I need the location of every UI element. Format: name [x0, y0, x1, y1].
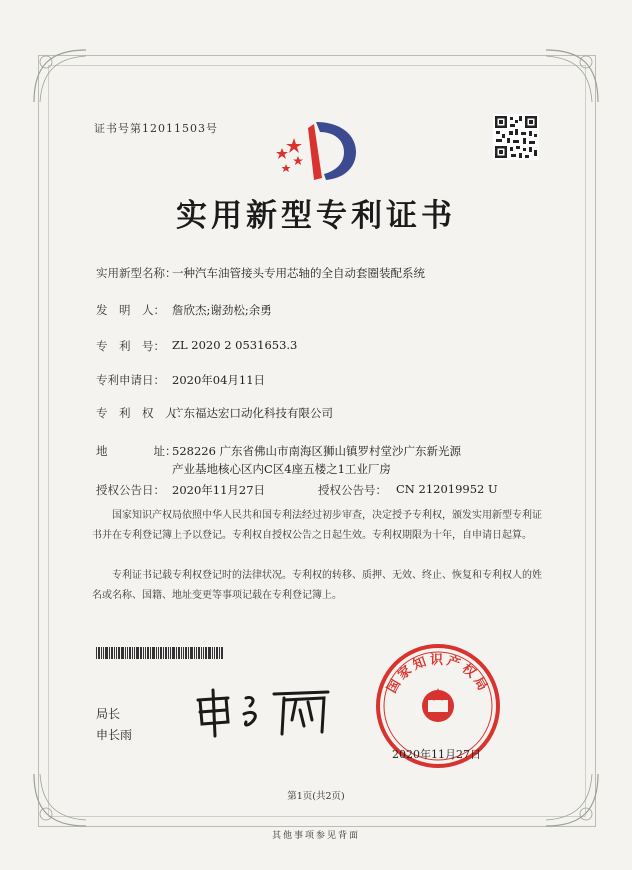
barcode-bar: [140, 647, 142, 659]
barcode-bar: [98, 647, 100, 659]
barcode-bar: [212, 647, 213, 659]
barcode-bar: [145, 647, 146, 659]
barcode-bar: [216, 647, 218, 659]
barcode-bar: [143, 647, 144, 659]
grant-number-label: 授权公告号：: [318, 483, 387, 497]
patentee-value: 广东福达宏口动化科技有限公司: [172, 406, 333, 420]
barcode-bar: [201, 647, 202, 659]
notice-paragraph-1: 国家知识产权局依照中华人民共和国专利法经过初步审查，决定授予专利权，颁发实用新型专利证书并在专利登记簿上予以登记。专利权自授权公告之日起生效。专利权期限为十年，自申请日起算。: [92, 510, 542, 541]
seal-date: 2020年11月27日: [392, 748, 481, 761]
signature-name: 申长雨: [96, 728, 133, 742]
address-value-line2: 产业基地核心区内C区4座五楼之1工业厂房: [172, 462, 391, 476]
barcode-bar: [188, 647, 189, 659]
seal-text: 国家知识产权局: [384, 653, 492, 696]
certificate-number: 证书号第12011503号: [94, 122, 218, 135]
barcode-bar: [163, 647, 164, 659]
inventors-label: 发 明 人：: [96, 303, 165, 317]
patent-number-value: ZL 2020 2 0531653.3: [172, 338, 298, 352]
barcode-bar: [96, 647, 97, 659]
utility-model-name-value: 一种汽车油管接头专用芯轴的全自动套圈装配系统: [172, 266, 425, 280]
barcode-bar: [178, 647, 180, 659]
barcode-bar: [125, 647, 126, 659]
barcode-bar: [150, 647, 151, 659]
barcode-bar: [170, 647, 171, 659]
barcode-bar: [111, 647, 113, 659]
barcode-bar: [121, 647, 124, 659]
barcode-bar: [196, 647, 197, 659]
grant-date-value: 2020年11月27日: [172, 483, 266, 497]
address-label: 地 址：: [96, 444, 177, 458]
barcode-bar: [127, 647, 128, 659]
barcode-bar: [114, 647, 115, 659]
grant-date-label: 授权公告日：: [96, 483, 165, 497]
barcode-bar: [203, 647, 204, 659]
barcode-bar: [129, 647, 131, 659]
address-value-line1: 528226 广东省佛山市南海区狮山镇罗村堂沙广东新光源: [172, 444, 462, 458]
barcode-bar: [118, 647, 120, 659]
barcode-bar: [101, 647, 102, 659]
inventors-value: 詹欣杰;谢劲松;余勇: [172, 303, 272, 317]
filing-date-value: 2020年04月11日: [172, 373, 266, 387]
barcode-bar: [214, 647, 215, 659]
barcode-bar: [194, 647, 195, 659]
barcode-bar: [168, 647, 169, 659]
barcode-bar: [109, 647, 110, 659]
barcode-bar: [132, 647, 133, 659]
patentee-label: 专 利 权 人：: [96, 406, 188, 420]
signature-title: 局长: [96, 707, 121, 721]
corner-ornament-top-right: [542, 46, 602, 106]
handwritten-signature-image: [188, 680, 338, 740]
barcode-bar: [221, 647, 223, 659]
filing-date-label: 专利申请日：: [96, 373, 165, 387]
barcode-bar: [147, 647, 149, 659]
barcode-bar: [136, 647, 139, 659]
barcode-bar: [190, 647, 193, 659]
barcode-bar: [158, 647, 159, 659]
barcode-bar: [165, 647, 167, 659]
patent-office-emblem-icon: [264, 118, 364, 184]
utility-model-name-label: 实用新型名称：: [96, 266, 177, 280]
barcode-bar: [116, 647, 117, 659]
barcode-bar: [208, 647, 211, 659]
grant-number-value: CN 212019952 U: [396, 482, 498, 496]
footer-note: 其他事项参见背面: [271, 831, 360, 841]
barcode-bar: [172, 647, 175, 659]
barcode-bar: [160, 647, 162, 659]
corner-ornament-top-left: [30, 46, 90, 106]
barcode-bar: [219, 647, 220, 659]
qr-code-icon: [493, 114, 539, 160]
page-number: 第1页(共2页): [287, 791, 345, 802]
barcode-bar: [198, 647, 200, 659]
barcode-bar: [103, 647, 104, 659]
barcode-bar: [105, 647, 108, 659]
barcode-bar: [185, 647, 187, 659]
barcode-bar: [205, 647, 207, 659]
patent-number-label: 专 利 号：: [96, 339, 165, 353]
notice-paragraph-2: 专利证书记载专利权登记时的法律状况。专利权的转移、质押、无效、终止、恢复和专利权人的姓名或名称、国籍、地址变更等事项记载在专利登记簿上。: [92, 570, 542, 601]
certificate-title: 实用新型专利证书: [176, 198, 456, 234]
barcode: [96, 647, 236, 659]
barcode-bar: [183, 647, 184, 659]
barcode-bar: [134, 647, 135, 659]
barcode-bar: [152, 647, 155, 659]
barcode-bar: [176, 647, 177, 659]
barcode-bar: [156, 647, 157, 659]
barcode-bar: [181, 647, 182, 659]
